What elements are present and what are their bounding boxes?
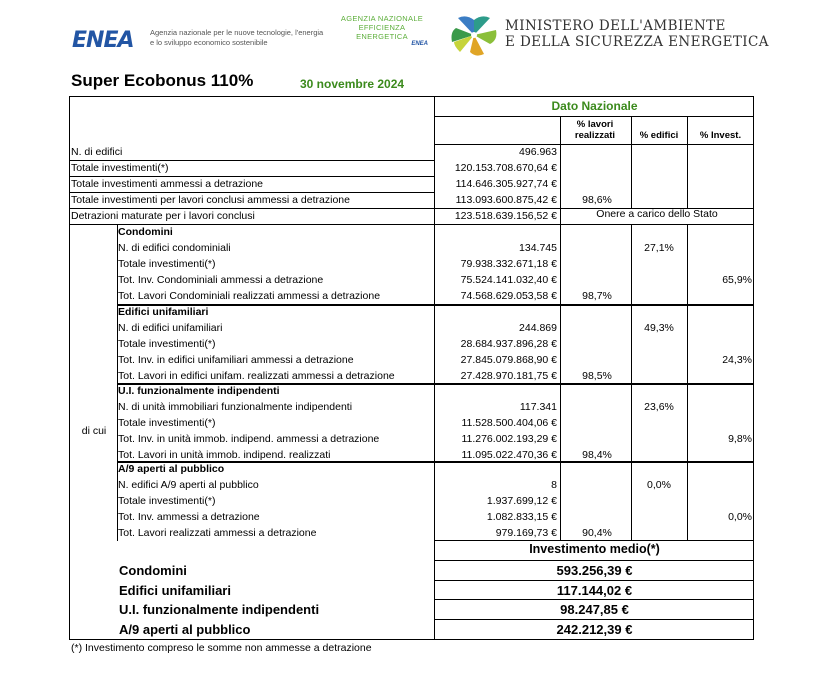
table-row-label: Totale investimenti(*) bbox=[118, 257, 216, 270]
table-row-pct-edifici: 49,3% bbox=[644, 321, 674, 334]
table-row-label: Tot. Inv. in unità immob. indipend. ammessi a detrazione bbox=[118, 432, 380, 445]
di-cui-label: di cui bbox=[81, 425, 107, 437]
table-row-value: 8 bbox=[551, 478, 557, 491]
average-label: A/9 aperti al pubblico bbox=[119, 622, 251, 637]
ministry-emblem-icon bbox=[448, 12, 500, 58]
enea-logo-word: ENEA bbox=[72, 28, 134, 53]
group-title: Edifici unifamiliari bbox=[118, 306, 209, 318]
table-row-label: Totale investimenti(*) bbox=[71, 161, 169, 174]
table-row-pct-edifici: 27,1% bbox=[644, 241, 674, 254]
table-row-label: Totale investimenti(*) bbox=[118, 416, 216, 429]
grid-line bbox=[434, 560, 754, 561]
page-title: Super Ecobonus 110% bbox=[71, 71, 254, 90]
table-row-value: 11.276.002.193,29 € bbox=[461, 432, 557, 445]
report-date: 30 novembre 2024 bbox=[300, 77, 405, 91]
grid-line bbox=[117, 304, 754, 306]
grid-line bbox=[434, 580, 754, 581]
grid-line bbox=[434, 540, 754, 541]
table-row-value: 27.845.079.868,90 € bbox=[460, 353, 557, 366]
agency-logo bbox=[332, 14, 432, 54]
average-value: 98.247,85 € bbox=[560, 602, 629, 617]
group-title: U.I. funzionalmente indipendenti bbox=[118, 385, 280, 397]
agency-line: AGENZIA NAZIONALE bbox=[340, 14, 424, 23]
table-row-label: Totale investimenti ammessi a detrazione bbox=[71, 177, 264, 190]
average-investment-header: Investimento medio(*) bbox=[529, 542, 660, 556]
table-row-pct-invest: 0,0% bbox=[728, 510, 752, 523]
table-row-value: 1.937.699,12 € bbox=[486, 494, 557, 507]
table-row-label: N. di edifici unifamiliari bbox=[118, 321, 223, 334]
average-label: U.I. funzionalmente indipendenti bbox=[119, 602, 320, 617]
table-row-pct-edifici: 0,0% bbox=[647, 478, 671, 491]
table-row-value: 11.095.022.470,36 € bbox=[461, 448, 557, 461]
table-row-value: 1.082.833,15 € bbox=[486, 510, 557, 523]
group-title: A/9 aperti al pubblico bbox=[118, 463, 225, 475]
table-row-value: 113.093.600.875,42 € bbox=[455, 193, 557, 206]
table-row-label: Tot. Inv. ammessi a detrazione bbox=[118, 510, 260, 523]
table-row-value: 79.938.332.671,18 € bbox=[460, 257, 557, 270]
enea-logo-subtitle bbox=[150, 28, 330, 48]
header-invest: % Invest. bbox=[699, 130, 742, 141]
table-row-pct-edifici: 23,6% bbox=[644, 400, 674, 413]
table-row-value: 496.963 bbox=[519, 146, 557, 158]
ministry-line: E DELLA SICUREZZA ENERGETICA bbox=[505, 34, 769, 50]
table-row-value: 11.528.500.404,06 € bbox=[461, 416, 557, 429]
table-row-label: Totale investimenti per lavori conclusi ammessi a detrazione bbox=[71, 193, 350, 206]
table-row-value: 244.869 bbox=[519, 321, 557, 334]
table-row-value: 114.646.305.927,74 € bbox=[455, 177, 557, 190]
table-row-label: Tot. Lavori in edifici unifam. realizzati ammessi a detrazione bbox=[118, 369, 395, 382]
table-row-label: Totale investimenti(*) bbox=[118, 494, 216, 507]
footnote: (*) Investimento compreso le somme non ammesse a detrazione bbox=[71, 642, 372, 654]
table-row-value: 75.524.141.032,40 € bbox=[460, 273, 557, 286]
table-row-label: Tot. Inv. in edifici unifamiliari ammessi a detrazione bbox=[118, 353, 354, 366]
onere-note: Onere a carico dello Stato bbox=[596, 208, 718, 220]
table-row-value: 123.518.639.156,52 € bbox=[454, 209, 557, 222]
table-row-label: N. edifici A/9 aperti al pubblico bbox=[118, 478, 259, 491]
agency-line: EFFICIENZA ENERGETICA bbox=[356, 23, 408, 41]
average-label: Edifici unifamiliari bbox=[119, 583, 231, 598]
table-row-value: 27.428.970.181,75 € bbox=[460, 369, 557, 382]
header-lavori-realizzati bbox=[560, 119, 630, 141]
grid-line bbox=[434, 619, 754, 620]
group-title: Condomini bbox=[118, 226, 173, 238]
table-row-pct-lavori: 98,5% bbox=[582, 369, 612, 382]
ministry-line: MINISTERO DELL'AMBIENTE bbox=[505, 18, 726, 34]
enea-sub-line: Agenzia nazionale per le nuove tecnologie, l'energia bbox=[150, 28, 324, 37]
table-row-label: N. di unità immobiliari funzionalmente indipendenti bbox=[118, 400, 353, 413]
table-row-value: 134.745 bbox=[519, 241, 557, 254]
table-row-label: Totale investimenti(*) bbox=[118, 337, 216, 350]
table-row-pct-lavori: 90,4% bbox=[582, 526, 612, 539]
table-row-pct-lavori: 98,6% bbox=[582, 193, 612, 206]
table-row-label: Tot. Inv. Condominiali ammessi a detrazione bbox=[118, 273, 324, 286]
grid-line bbox=[434, 116, 754, 117]
average-value: 593.256,39 € bbox=[556, 563, 633, 578]
header-dato-nazionale: Dato Nazionale bbox=[551, 99, 638, 113]
header-lavori-line: % lavori bbox=[576, 119, 614, 130]
header-lavori-line: realizzati bbox=[574, 130, 616, 141]
enea-logo bbox=[72, 24, 332, 54]
table-row-pct-lavori: 98,4% bbox=[582, 448, 612, 461]
agency-enea-mark: ENEA bbox=[411, 41, 428, 47]
average-value: 117.144,02 € bbox=[556, 583, 633, 598]
table-row-label: Tot. Lavori Condominiali realizzati ammessi a detrazione bbox=[118, 289, 381, 302]
table-row-value: 979.169,73 € bbox=[495, 526, 557, 539]
header-edifici: % edifici bbox=[639, 130, 679, 141]
table-row-value: 28.684.937.896,28 € bbox=[460, 337, 557, 350]
enea-sub-line: e lo sviluppo economico sostenibile bbox=[150, 38, 268, 47]
table-row-label: Detrazioni maturate per i lavori conclusi bbox=[71, 209, 255, 222]
table-row-label: Tot. Lavori in unità immob. indipend. realizzati bbox=[118, 448, 331, 461]
table-row-value: 117.341 bbox=[519, 400, 557, 413]
table-row-label: Tot. Lavori realizzati ammessi a detrazione bbox=[118, 526, 317, 539]
average-label: Condomini bbox=[119, 563, 187, 578]
ministry-name bbox=[505, 18, 769, 50]
average-value: 242.212,39 € bbox=[556, 622, 633, 637]
table-row-pct-invest: 9,8% bbox=[728, 432, 752, 445]
table-row-value: 74.568.629.053,58 € bbox=[460, 289, 557, 302]
table-row-value: 120.153.708.670,64 € bbox=[454, 161, 557, 174]
table-row-pct-invest: 65,9% bbox=[722, 273, 752, 286]
table-row-label: N. di edifici condominiali bbox=[118, 241, 231, 254]
table-row-label: N. di edifici bbox=[71, 146, 123, 158]
table-row-pct-lavori: 98,7% bbox=[582, 289, 612, 302]
table-row-pct-invest: 24,3% bbox=[722, 353, 752, 366]
